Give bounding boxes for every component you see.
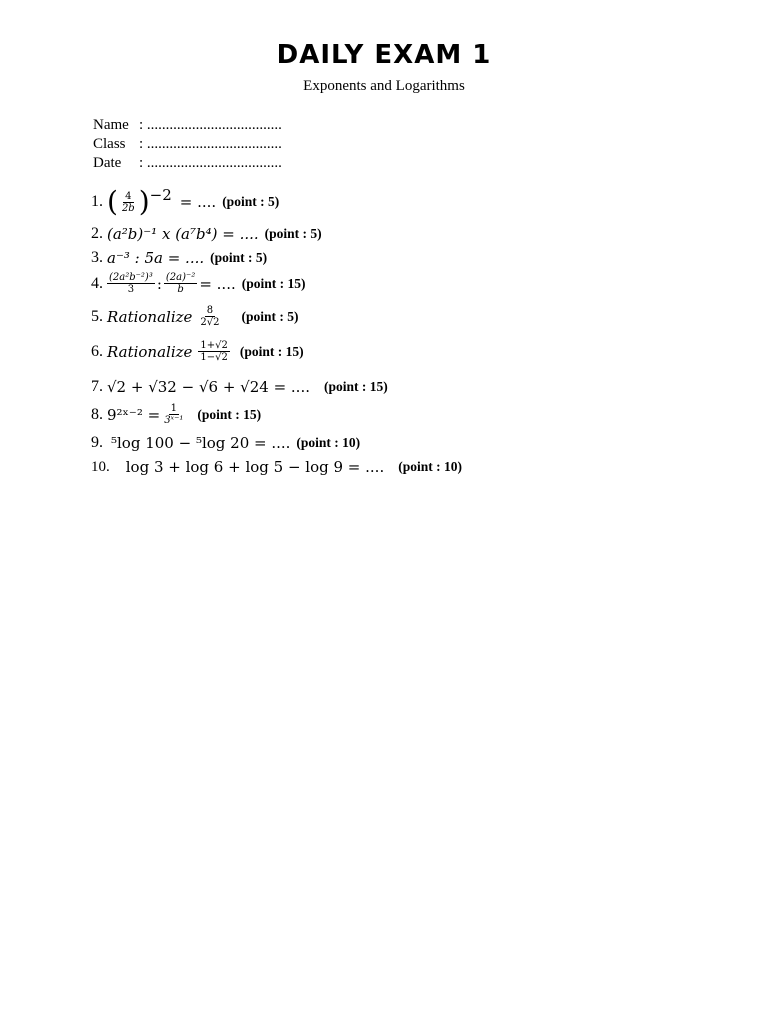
question-expression: = ....: [179, 193, 217, 211]
question-points: (point : 5): [241, 308, 299, 324]
name-blank: : ....................................: [139, 117, 282, 133]
question-number: 6.: [91, 342, 103, 360]
fraction-denominator: 2b: [121, 202, 135, 214]
question-points: (point : 15): [241, 275, 306, 291]
question-expression: a⁻³ : 5a = ....: [107, 249, 205, 267]
question-9: [91, 434, 360, 452]
fraction-numerator: 1: [170, 403, 177, 414]
question-points: (point : 15): [239, 343, 304, 359]
question-expression: = ....: [199, 274, 236, 293]
question-number: 3.: [91, 249, 103, 266]
fraction: [120, 191, 137, 214]
fraction-denominator: 3ˣ⁻¹: [164, 415, 184, 426]
question-number: 9.: [91, 434, 103, 451]
question-2: [91, 225, 322, 243]
fraction-denominator: 3: [127, 284, 135, 295]
question-3: [91, 249, 267, 267]
question-points: (point : 5): [222, 194, 280, 209]
fraction-numerator: (2a²b⁻²)³: [109, 272, 153, 283]
question-word: Rationalize: [107, 342, 193, 361]
date-blank: : ....................................: [139, 155, 282, 171]
question-8: [91, 403, 261, 426]
fraction: [107, 272, 155, 295]
fraction: [164, 272, 197, 295]
question-number: 10.: [91, 458, 110, 475]
question-word: Rationalize: [107, 307, 193, 326]
question-points: (point : 15): [323, 379, 388, 394]
question-expression: √2 + √32 − √6 + √24 = ....: [107, 378, 310, 396]
date-field: [93, 155, 282, 172]
question-number: 1.: [91, 193, 103, 210]
fraction-numerator: 1+√2: [200, 340, 228, 351]
exam-title: DAILY EXAM 1: [276, 40, 492, 70]
class-blank: : ....................................: [139, 136, 282, 152]
question-points: (point : 15): [197, 406, 262, 422]
question-5: [91, 305, 299, 328]
class-label: Class: [93, 136, 126, 152]
date-label: Date: [93, 155, 122, 171]
divide-sign: :: [156, 274, 162, 293]
exponent: −2: [149, 186, 172, 204]
question-points: (point : 10): [296, 435, 361, 450]
question-number: 2.: [91, 225, 103, 242]
question-6: [91, 340, 304, 363]
question-points: (point : 5): [264, 226, 322, 241]
question-expression: log 3 + log 6 + log 5 − log 9 = ....: [125, 458, 385, 476]
question-1: 1. ( $\frac{4}{2b}$ ) −2 = .... (point : 5): [91, 185, 280, 218]
fraction: [162, 403, 185, 426]
fraction-denominator: 2√2: [200, 317, 220, 328]
fraction-numerator: 8: [206, 305, 214, 316]
question-number: 5.: [91, 307, 103, 325]
fraction-numerator: 4: [125, 190, 132, 202]
question-expression: (a²b)⁻¹ x (a⁷b⁴) = ....: [107, 225, 259, 243]
exam-subtitle: Exponents and Logarithms: [303, 78, 465, 94]
question-10: [91, 458, 462, 476]
question-number: 4.: [91, 274, 103, 292]
name-field: [93, 117, 282, 134]
question-number: 8.: [91, 405, 103, 423]
question-expression: 9²ˣ⁻² =: [107, 405, 161, 424]
question-points: (point : 10): [398, 459, 462, 474]
fraction: [198, 340, 229, 363]
question-expression: ⁵log 100 − ⁵log 20 = ....: [111, 434, 291, 452]
question-7: [91, 378, 388, 396]
question-number: 7.: [91, 378, 103, 395]
question-4: [91, 272, 306, 295]
fraction-denominator: 1−√2: [200, 352, 228, 363]
class-field: [93, 136, 282, 153]
fraction-denominator: b: [177, 284, 184, 295]
fraction: [198, 305, 221, 328]
name-label: Name: [93, 117, 129, 133]
question-points: (point : 5): [210, 250, 268, 265]
fraction-numerator: (2a)⁻²: [165, 272, 196, 283]
